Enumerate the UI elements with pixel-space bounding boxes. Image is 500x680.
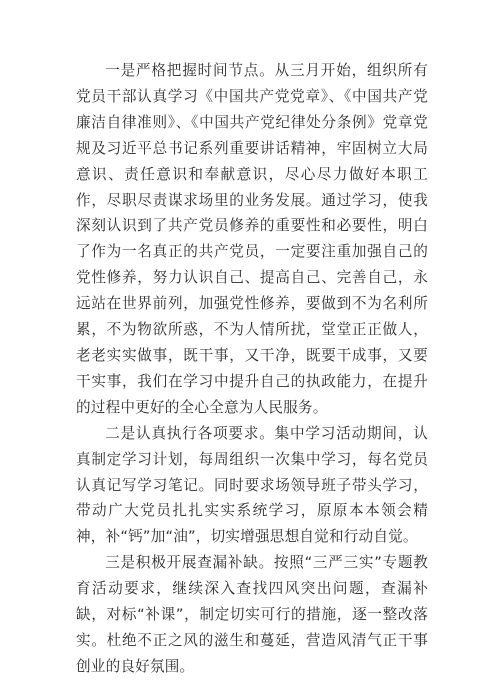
- paragraph-1: 一是严格把握时间节点。从三月开始，组织所有党员干部认真学习《中国共产党党章》、《中国共产党廉洁自律准则》、《中国共产党纪律处分条例》党章党规及习近平总书记系列重要讲话精神，牢固树立大局意识、责任意识和奉献意识，尽心尽力做好本职工作，尽职尽责谋求场里的业务发展。通过学习，使我深刻认识到了共产党员修养的重要性和必要性，明白了作为一名真正的共产党员，一定要注重加强自己的党性修养，努力认识自己、提高自己、完善自己，永远站在世界前列，加强党性修养，要做到不为名利所累，不为物欲所惑，不为人情所扰，堂堂正正做人，老老实实做事，既干事，又干净，既要干成事，又要干实事，我们在学习中提升自己的执政能力，在提升的过程中更好的全心全意为人民服务。: [76, 62, 428, 416]
- paragraph-3: 三是积极开展查漏补缺。按照“三严三实”专题教育活动要求，继续深入查找四风突出问题，查漏补缺，对标“补课”，制定切实可行的措施，逐一整改落实。杜绝不正之风的滋生和蔓延，营造风清气正干事创业的良好氛围。: [76, 554, 428, 675]
- paragraph-2: 二是认真执行各项要求。集中学习活动期间，认真制定学习计划，每周组织一次集中学习，每名党员认真记写学习笔记。同时要求场领导班子带头学习，带动广大党员扎扎实实系统学习，原原本本领会精神，补“钙”加“油”，切实增强思想自觉和行动自觉。: [76, 424, 428, 546]
- document-body: [76, 58, 428, 680]
